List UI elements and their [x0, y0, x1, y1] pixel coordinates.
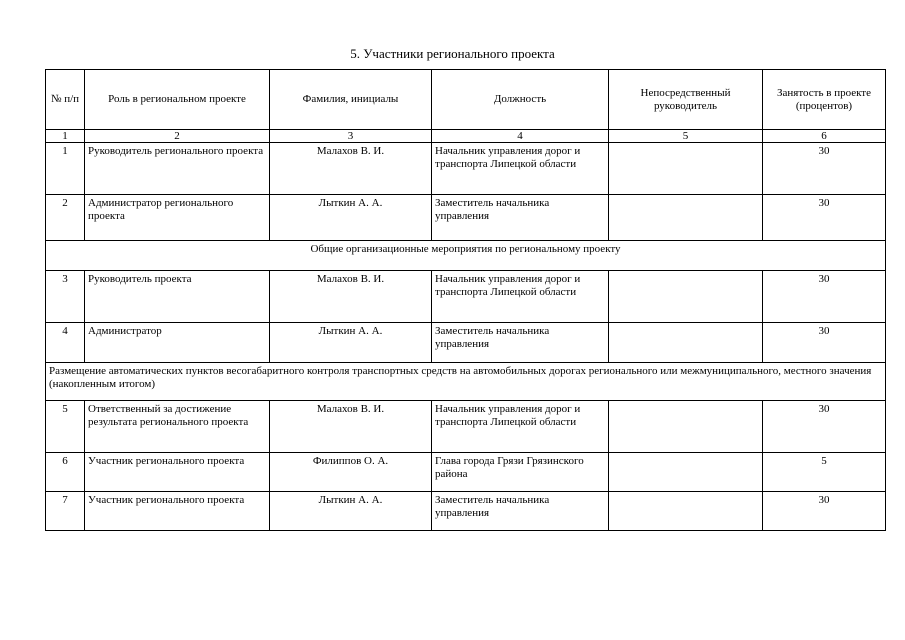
row-number: 4: [46, 323, 85, 363]
row-position: Начальник управления дорог и транспорта Липецкой области: [432, 401, 609, 453]
row-supervisor: [609, 323, 763, 363]
row-load: 30: [763, 143, 886, 195]
column-number: 6: [763, 130, 886, 143]
row-name: Филиппов О. А.: [270, 453, 432, 492]
table-row: [46, 323, 886, 363]
row-position: Глава города Грязи Грязинского района: [432, 453, 609, 492]
row-load: 30: [763, 271, 886, 323]
header-load: Занятость в проекте (процентов): [763, 70, 886, 130]
column-number: 3: [270, 130, 432, 143]
row-position: Начальник управления дорог и транспорта Липецкой области: [432, 271, 609, 323]
table-row: [46, 453, 886, 492]
header-name: Фамилия, инициалы: [270, 70, 432, 130]
row-load: 30: [763, 401, 886, 453]
table-row: [46, 492, 886, 531]
row-position: Заместитель начальника управления: [432, 492, 609, 531]
header-position: Должность: [432, 70, 609, 130]
section-title: 5. Участники регионального проекта: [350, 46, 555, 61]
column-number: 1: [46, 130, 85, 143]
column-number: 5: [609, 130, 763, 143]
section-heading: Размещение автоматических пунктов весогабаритного контроля транспортных средств на автомобильных дорогах регионального или межмуниципального, местного значения (накопленным итогом): [46, 363, 886, 401]
participants-table: [45, 69, 886, 531]
row-name: Малахов В. И.: [270, 143, 432, 195]
row-role: Участник регионального проекта: [85, 492, 270, 531]
header-row: [46, 70, 886, 130]
column-number: 4: [432, 130, 609, 143]
row-supervisor: [609, 271, 763, 323]
row-load: 5: [763, 453, 886, 492]
row-supervisor: [609, 492, 763, 531]
row-number: 5: [46, 401, 85, 453]
section-row: [46, 241, 886, 271]
row-number: 6: [46, 453, 85, 492]
row-number: 2: [46, 195, 85, 241]
column-number-row: [46, 130, 886, 143]
row-role: Ответственный за достижение результата регионального проекта: [85, 401, 270, 453]
row-load: 30: [763, 195, 886, 241]
table-row: [46, 271, 886, 323]
row-supervisor: [609, 401, 763, 453]
header-role: Роль в региональном проекте: [85, 70, 270, 130]
row-supervisor: [609, 195, 763, 241]
table-row: [46, 143, 886, 195]
header-no: № п/п: [46, 70, 85, 130]
table-row: [46, 195, 886, 241]
row-role: Руководитель регионального проекта: [85, 143, 270, 195]
section-heading: Общие организационные мероприятия по региональному проекту: [46, 241, 886, 271]
table-row: [46, 401, 886, 453]
row-supervisor: [609, 453, 763, 492]
row-load: 30: [763, 323, 886, 363]
row-role: Руководитель проекта: [85, 271, 270, 323]
row-role: Участник регионального проекта: [85, 453, 270, 492]
row-number: 3: [46, 271, 85, 323]
row-name: Малахов В. И.: [270, 401, 432, 453]
row-name: Лыткин А. А.: [270, 195, 432, 241]
header-supervisor: Непосредственный руководитель: [609, 70, 763, 130]
row-position: Заместитель начальника управления: [432, 323, 609, 363]
row-number: 7: [46, 492, 85, 531]
row-name: Малахов В. И.: [270, 271, 432, 323]
row-position: Начальник управления дорог и транспорта Липецкой области: [432, 143, 609, 195]
row-name: Лыткин А. А.: [270, 323, 432, 363]
row-name: Лыткин А. А.: [270, 492, 432, 531]
section-row: [46, 363, 886, 401]
row-role: Администратор: [85, 323, 270, 363]
row-role: Администратор регионального проекта: [85, 195, 270, 241]
row-position: Заместитель начальника управления: [432, 195, 609, 241]
row-number: 1: [46, 143, 85, 195]
row-load: 30: [763, 492, 886, 531]
row-supervisor: [609, 143, 763, 195]
column-number: 2: [85, 130, 270, 143]
